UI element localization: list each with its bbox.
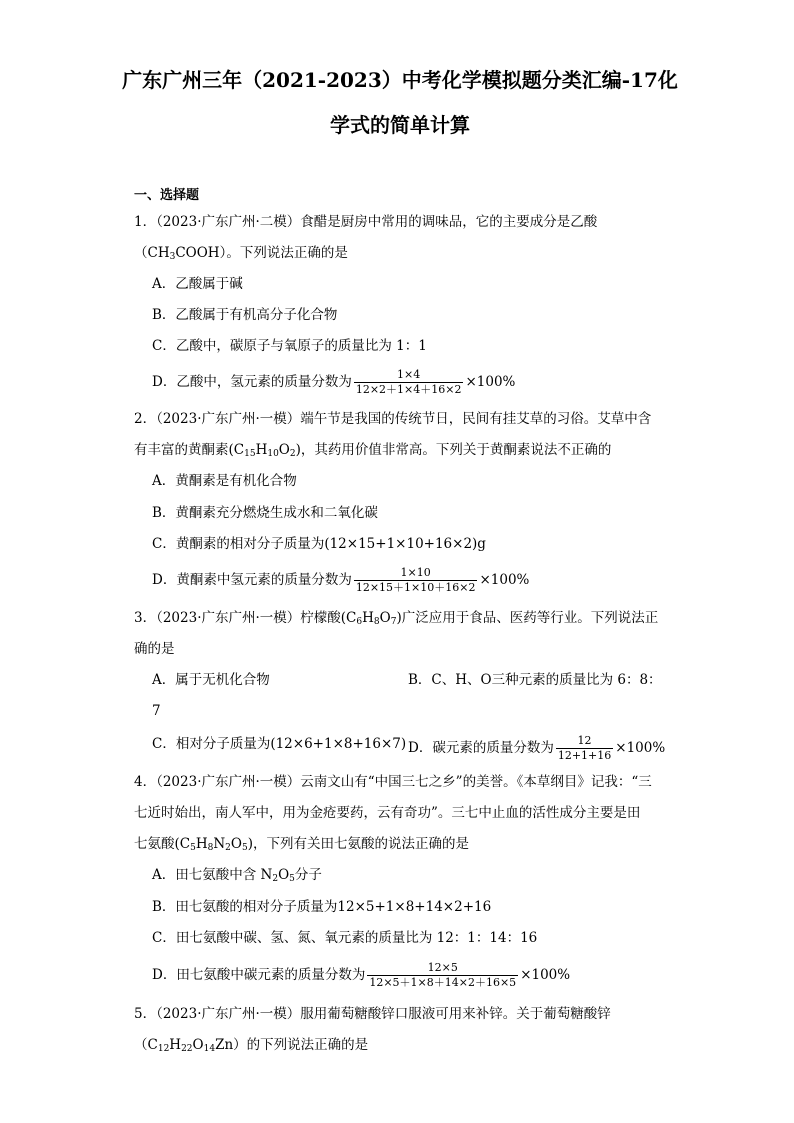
q2-option-c: C．黄酮素的相对分子质量为(12×15+1×10+16×2)g (152, 536, 486, 552)
q3-option-b-continued: 7 (152, 703, 161, 719)
q3-stem-line1: 3．（2023·广东广州·一模）柠檬酸$(C_6H_8O_7)$广泛应用于食品、医药等行业。下列说法正 (134, 610, 659, 627)
q4-option-c: C．田七氨酸中碳、氢、氮、氧元素的质量比为 12：1：14：16 (152, 930, 538, 946)
q1-option-b: B．乙酸属于有机高分子化合物 (152, 307, 338, 323)
q1-stem-line2: $(CH_3COOH)$。下列说法正确的是 (134, 245, 348, 262)
document-title-line1: 广东广州三年（2021-2023）中考化学模拟题分类汇编-17化 (122, 68, 678, 92)
q1-d-fraction: $\frac{1\times 4}{12\times 2+1\times 4+16\times 2}$ (355, 368, 462, 396)
q3-option-c: C．相对分子质量为(12×6+1×8+16×7) (152, 736, 407, 752)
q2-stem-line2: 有丰富的黄酮素$(C_{15}H_{10}O_2)$，其药用价值非常高。下列关于黄酮素说法不正确的 (134, 442, 612, 459)
document-title-line2: 学式的简单计算 (330, 113, 470, 137)
q2-option-b: B．黄酮素充分燃烧生成水和二氧化碳 (152, 505, 378, 521)
q2-option-d: D．黄酮素中氢元素的质量分数为 $\frac{1\times 10}{12\times 15+1\times 10+16\times 2}$ ×100% (152, 566, 530, 594)
q2-stem-line1: 2．（2023·广东广州·一模）端午节是我国的传统节日，民间有挂艾草的习俗。艾草中含 (134, 411, 652, 427)
section-heading: 一、选择题 (134, 188, 200, 203)
q3-option-a: A．属于无机化合物 (152, 672, 270, 688)
q3-option-d: D．碳元素的质量分数为 $\frac{12}{12+1+16}$ ×100% (408, 734, 666, 762)
q2-option-a: A．黄酮素是有机化合物 (152, 473, 297, 489)
q4-option-a: A．田七氨酸中含 $N_2O_5$分子 (152, 867, 322, 884)
q1-stem-line1: 1．（2023·广东广州·二模）食醋是厨房中常用的调味品，它的主要成分是乙酸 (134, 214, 598, 230)
q4-option-d: D．田七氨酸中碳元素的质量分数为 $\frac{12\times 5}{12\times 5+1\times 8+14\times 2+16\times 5}$ ×100% (152, 961, 571, 989)
q3-option-b: B．C、H、O三种元素的质量比为 6：8： (408, 672, 662, 688)
q2-d-fraction: $\frac{1\times 10}{12\times 15+1\times 10+16\times 2}$ (355, 566, 476, 594)
q4-stem-line2: 七近时始出，南人军中，用为金疮要药，云有奇功”。三七中止血的活性成分主要是田 (134, 805, 641, 821)
q4-stem-line1: 4．（2023·广东广州·一模）云南文山有“中国三七之乡”的美誉。《本草纲目》记我：“三 (134, 774, 652, 790)
q4-d-fraction: $\frac{12\times 5}{12\times 5+1\times 8+14\times 2+16\times 5}$ (369, 961, 517, 989)
q3-stem-line2: 确的是 (134, 641, 175, 657)
q1-option-d: D．乙酸中，氢元素的质量分数为 $\frac{1\times 4}{12\times 2+1\times 4+16\times 2}$ ×100% (152, 368, 516, 396)
q5-stem-line1: 5．（2023·广东广州·一模）服用葡萄糖酸锌口服液可用来补锌。关于葡萄糖酸锌 (134, 1006, 611, 1022)
q4-option-b: B．田七氨酸的相对分子质量为12×5+1×8+14×2+16 (152, 899, 492, 915)
q4-stem-line3: 七氨酸$(C_5H_8N_2O_5)$，下列有关田七氨酸的说法正确的是 (134, 836, 469, 853)
q3-d-fraction: $\frac{12}{12+1+16}$ (557, 734, 612, 762)
q1-option-c: C．乙酸中，碳原子与氧原子的质量比为 1：1 (152, 338, 427, 354)
q5-stem-line2: $(C_{12}H_{22}O_{14}Zn)$的下列说法正确的是 (134, 1037, 369, 1054)
q1-option-a: A．乙酸属于碱 (152, 276, 243, 292)
